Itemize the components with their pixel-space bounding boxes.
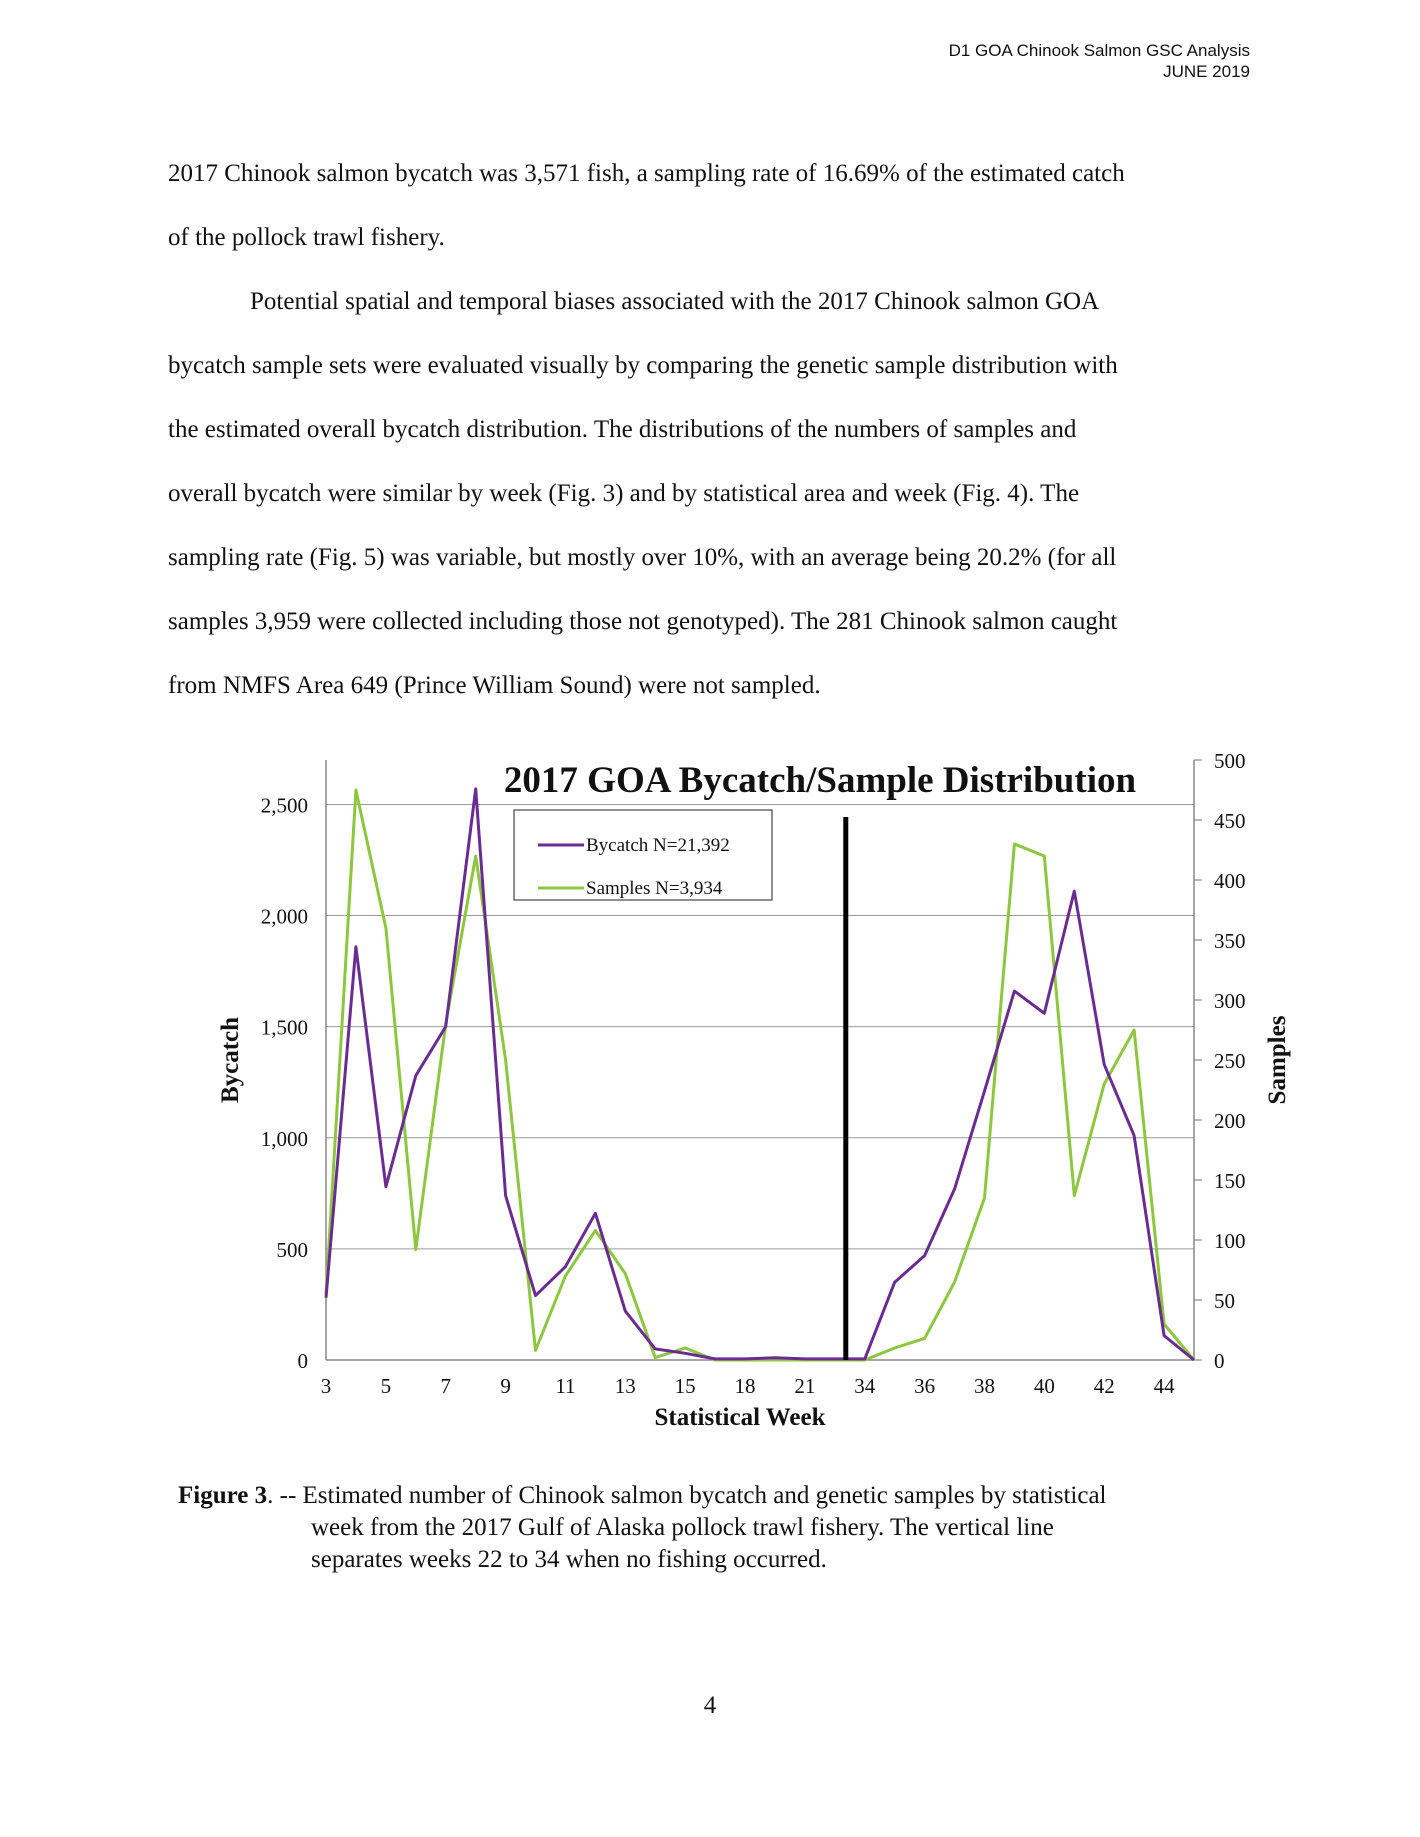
figure-label: Figure 3: [178, 1482, 268, 1509]
body-line: samples 3,959 were collected including those not genotyped). The 281 Chinook salmon caught: [168, 608, 1118, 635]
x-tick-label: 21: [794, 1374, 816, 1398]
x-axis-title: Statistical Week: [654, 1404, 826, 1431]
caption-text: . -- Estimated number of Chinook salmon bycatch and genetic samples by statistical: [267, 1482, 1107, 1509]
y2-tick-label: 200: [1214, 1109, 1246, 1133]
x-tick-label: 7: [440, 1374, 451, 1398]
header-date: JUNE 2019: [1163, 62, 1250, 81]
header-title: D1 GOA Chinook Salmon GSC Analysis: [948, 41, 1250, 60]
y-tick-label: 1,000: [260, 1126, 308, 1151]
x-tick-label: 34: [854, 1374, 876, 1398]
y-tick-label: 0: [297, 1349, 308, 1373]
right-y-tick-labels: [1194, 749, 1246, 1373]
body-line: of the pollock trawl fishery.: [168, 224, 445, 251]
y2-tick-label: 350: [1214, 929, 1246, 953]
y2-axis-title: Samples: [1264, 1015, 1291, 1105]
y-tick-label: 500: [276, 1237, 308, 1262]
bycatch-sample-chart: [200, 745, 1300, 1445]
y2-tick-label: 0: [1214, 1349, 1225, 1373]
y-axis-title: Bycatch: [217, 1016, 244, 1104]
y-tick-label: 1,500: [260, 1015, 308, 1040]
y-tick-label: 2,000: [260, 904, 308, 929]
running-header: [949, 40, 1250, 82]
chart-title: 2017 GOA Bycatch/Sample Distribution: [503, 760, 1137, 801]
x-tick-label: 11: [555, 1374, 576, 1398]
page-number: 4: [703, 1692, 717, 1719]
x-tick-label: 5: [380, 1374, 392, 1398]
x-tick-label: 44: [1153, 1374, 1175, 1398]
body-line: bycatch sample sets were evaluated visually by comparing the genetic sample distribution with: [168, 352, 1118, 379]
caption-text: week from the 2017 Gulf of Alaska pollock trawl fishery. The vertical line: [311, 1514, 1054, 1541]
body-line: sampling rate (Fig. 5) was variable, but mostly over 10%, with an average being 20.2% (for all: [168, 544, 1117, 571]
y2-tick-label: 400: [1214, 869, 1246, 893]
x-tick-label: 9: [500, 1374, 511, 1398]
x-tick-label: 18: [734, 1374, 756, 1398]
x-tick-label: 36: [914, 1374, 936, 1398]
x-tick-label: 40: [1033, 1374, 1055, 1398]
body-line: overall bycatch were similar by week (Fig. 3) and by statistical area and week (Fig. 4). The: [168, 480, 1080, 507]
x-tick-label: 42: [1093, 1374, 1115, 1398]
y2-tick-label: 100: [1214, 1229, 1246, 1253]
y2-tick-label: 150: [1214, 1169, 1246, 1193]
y2-tick-label: 500: [1214, 749, 1246, 773]
x-tick-label: 15: [674, 1374, 696, 1398]
y-tick-label: 2,500: [260, 793, 308, 818]
caption-text: separates weeks 22 to 34 when no fishing occurred.: [311, 1546, 827, 1573]
y2-tick-label: 450: [1214, 809, 1246, 833]
y2-tick-label: 250: [1214, 1049, 1246, 1073]
x-tick-label: 3: [320, 1374, 332, 1398]
body-line: the estimated overall bycatch distribution. The distributions of the numbers of samples and: [168, 416, 1077, 443]
left-y-tick-labels: [261, 793, 308, 1373]
body-line: 2017 Chinook salmon bycatch was 3,571 fish, a sampling rate of 16.69% of the estimated catch: [168, 160, 1125, 187]
legend-bycatch-label: Bycatch N=21,392: [586, 835, 730, 856]
x-tick-label: 38: [973, 1374, 995, 1398]
body-line: Potential spatial and temporal biases associated with the 2017 Chinook salmon GOA: [250, 288, 1100, 315]
body-line: from NMFS Area 649 (Prince William Sound) were not sampled.: [168, 672, 821, 699]
x-tick-label: 13: [614, 1374, 636, 1398]
y2-tick-label: 50: [1214, 1289, 1235, 1313]
figure-caption: [178, 1480, 1238, 1576]
y2-tick-label: 300: [1214, 989, 1246, 1013]
chart-legend: [514, 810, 772, 900]
legend-samples-label: Samples N=3,934: [586, 878, 723, 899]
x-tick-labels: [321, 1374, 1175, 1398]
